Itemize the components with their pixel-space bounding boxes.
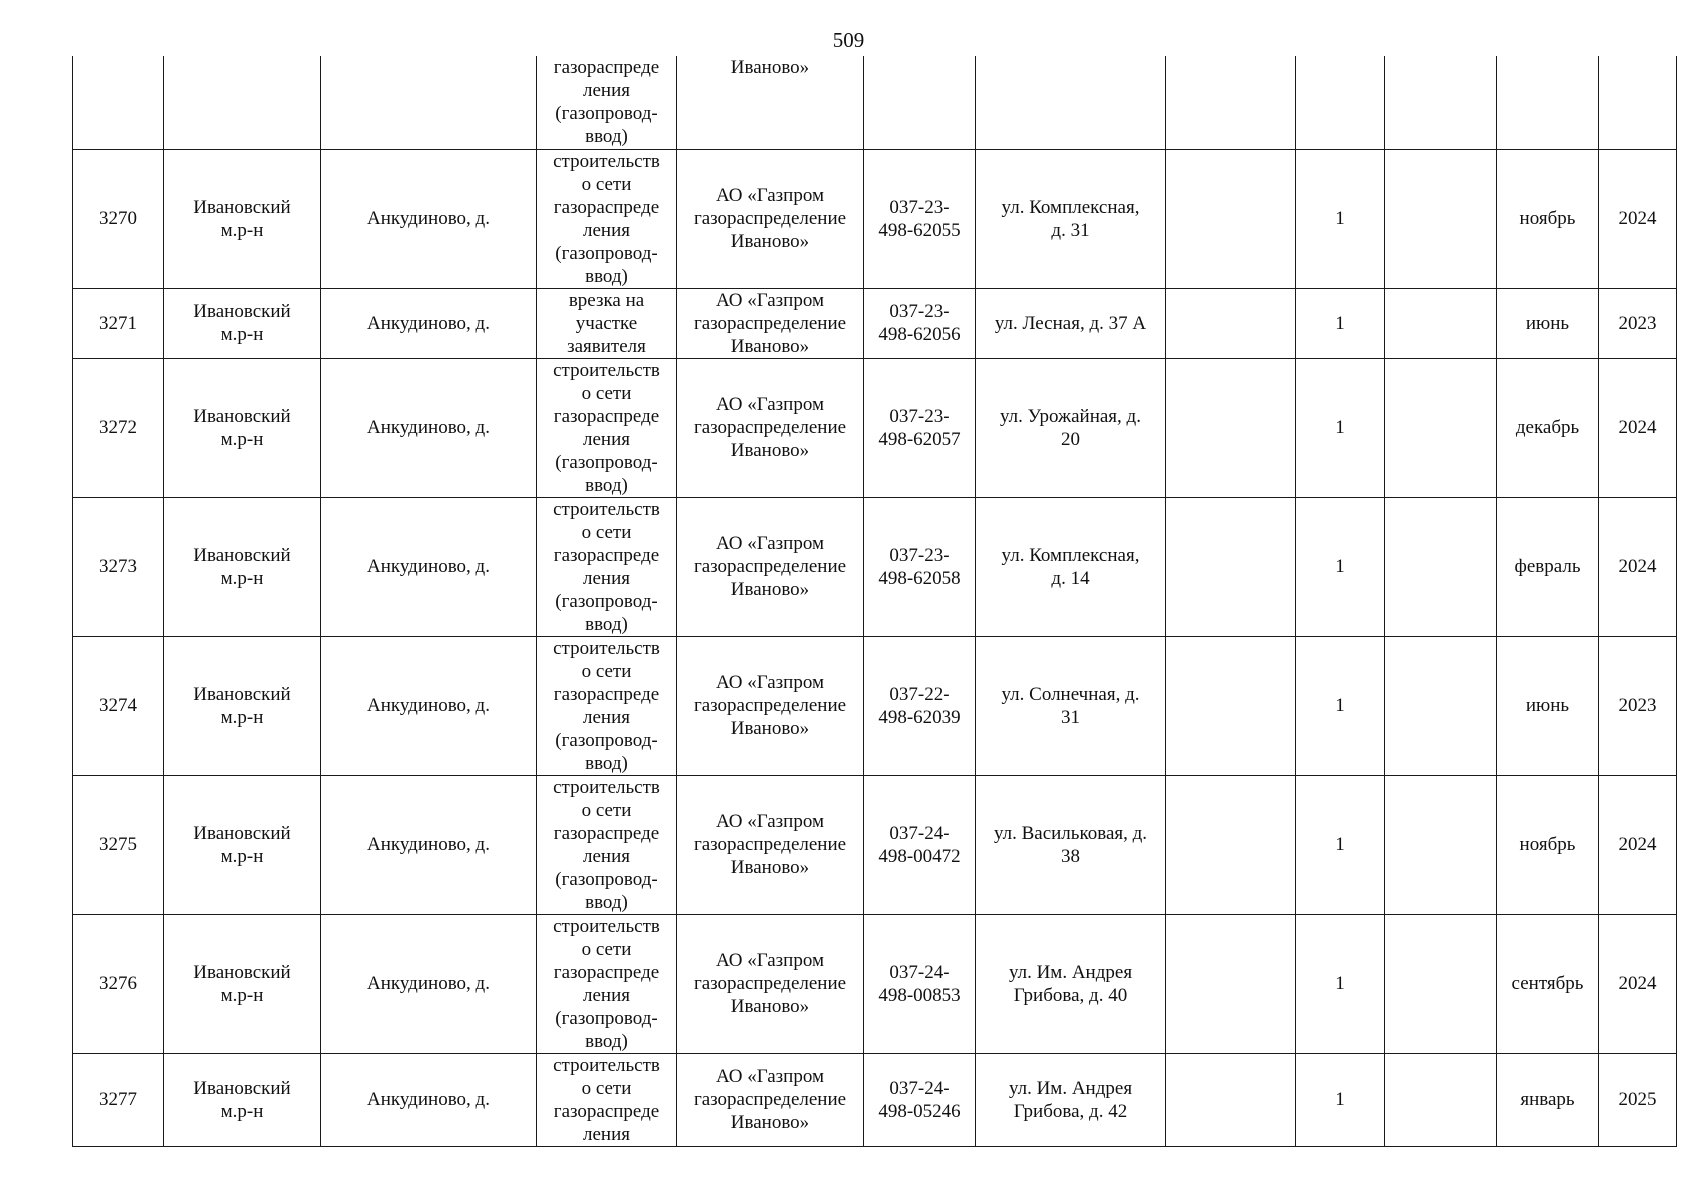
cell-line: ввод) xyxy=(585,1030,628,1052)
cell-month: декабрь xyxy=(1497,358,1599,497)
cell-address xyxy=(976,288,1166,358)
registry-table xyxy=(72,56,1677,1147)
cell-locality: Анкудиново, д. xyxy=(321,1053,537,1146)
cell-extra xyxy=(1166,636,1296,775)
cell-line: о сети xyxy=(581,660,632,682)
cell-year xyxy=(1599,56,1677,149)
cell-line: д. 31 xyxy=(1051,219,1090,241)
cell-line: ввод) xyxy=(585,474,628,496)
cell-organization xyxy=(677,497,864,636)
cell-line: ления xyxy=(583,80,630,101)
cell-line: газораспределение xyxy=(693,1089,847,1110)
cell-line: ул. Им. Андрея xyxy=(1008,961,1133,983)
cell-count: 1 xyxy=(1296,358,1385,497)
cell-line: АО «Газпром xyxy=(715,185,825,206)
cell-line: ул. Солнечная, д. xyxy=(1001,683,1140,705)
cell-month: ноябрь xyxy=(1497,775,1599,914)
cell-line: АО «Газпром xyxy=(715,950,825,971)
cell-line: Иваново» xyxy=(730,335,810,357)
cell-line: Иваново» xyxy=(730,996,810,1017)
cell-line: м.р-н xyxy=(220,984,264,1006)
cell-organization xyxy=(677,56,864,149)
cell-line: строительств xyxy=(553,498,660,520)
cell-month: февраль xyxy=(1497,497,1599,636)
cell-month: июнь xyxy=(1497,636,1599,775)
table-row xyxy=(73,288,1677,358)
cell-line: газораспределение xyxy=(693,834,847,855)
cell-blank xyxy=(1385,775,1497,914)
cell-organization xyxy=(677,636,864,775)
cell-number: 3271 xyxy=(73,288,164,358)
cell-line: ления xyxy=(583,219,630,241)
cell-connection-type xyxy=(537,1053,677,1146)
cell-line: газораспреде xyxy=(553,822,660,844)
table-row xyxy=(73,775,1677,914)
cell-line: строительств xyxy=(553,915,660,937)
cell-line: о сети xyxy=(581,521,632,543)
cell-line: 037-24- xyxy=(889,822,950,844)
cell-line: Грибова, д. 42 xyxy=(1013,1100,1128,1122)
cell-line: 037-23- xyxy=(889,301,950,322)
cell-extra xyxy=(1166,775,1296,914)
cell-blank xyxy=(1385,149,1497,288)
cell-line: ул. Комплексная, xyxy=(1001,544,1140,566)
continued-row xyxy=(73,56,1677,149)
cell-extra xyxy=(1166,56,1296,149)
cell-line: ул. Лесная, д. 37 А xyxy=(994,312,1147,334)
cell-line: Иваново» xyxy=(730,579,810,600)
table-row xyxy=(73,497,1677,636)
cell-address xyxy=(976,914,1166,1053)
cell-line: Ивановский xyxy=(193,822,291,844)
page-number: 509 xyxy=(832,28,865,52)
cell-line: ввод) xyxy=(585,613,628,635)
cell-district xyxy=(164,775,321,914)
cell-district xyxy=(164,288,321,358)
cell-extra xyxy=(1166,149,1296,288)
cell-connection-type xyxy=(537,358,677,497)
cell-organization xyxy=(677,1053,864,1146)
cell-line: газораспреде xyxy=(553,196,660,218)
cell-connection-type xyxy=(537,775,677,914)
cell-line: Ивановский xyxy=(193,544,291,566)
cell-line: 037-24- xyxy=(889,961,950,983)
cell-line: м.р-н xyxy=(220,324,264,345)
cell-line: АО «Газпром xyxy=(715,1066,825,1087)
registry-body xyxy=(73,56,1677,1146)
cell-number: 3273 xyxy=(73,497,164,636)
cell-line: газораспределение xyxy=(693,695,847,716)
cell-application-code xyxy=(864,149,976,288)
cell-line: м.р-н xyxy=(220,219,264,241)
cell-line: Иваново» xyxy=(730,1112,810,1133)
cell-district xyxy=(164,1053,321,1146)
cell-application-code xyxy=(864,1053,976,1146)
cell-connection-type xyxy=(537,288,677,358)
cell-line: врезка на xyxy=(568,289,645,311)
cell-line: участке xyxy=(575,312,638,334)
cell-line: Грибова, д. 40 xyxy=(1013,984,1128,1006)
cell-connection-type xyxy=(537,914,677,1053)
cell-line: АО «Газпром xyxy=(715,811,825,832)
cell-line: ул. Васильковая, д. xyxy=(993,822,1148,844)
cell-month: ноябрь xyxy=(1497,149,1599,288)
cell-count: 1 xyxy=(1296,497,1385,636)
cell-district xyxy=(164,636,321,775)
cell-district xyxy=(164,497,321,636)
cell-line: ления xyxy=(583,428,630,450)
cell-line: (газопровод- xyxy=(555,451,658,473)
cell-line: ления xyxy=(583,984,630,1006)
cell-locality: Анкудиново, д. xyxy=(321,149,537,288)
cell-line: 498-05246 xyxy=(878,1100,961,1122)
cell-line: (газопровод- xyxy=(555,868,658,890)
cell-line: (газопровод- xyxy=(555,1007,658,1029)
cell-line: строительств xyxy=(553,637,660,659)
cell-line: АО «Газпром xyxy=(715,672,825,693)
cell-count: 1 xyxy=(1296,288,1385,358)
cell-line: газораспреде xyxy=(553,961,660,983)
cell-extra xyxy=(1166,358,1296,497)
cell-organization xyxy=(677,358,864,497)
cell-blank xyxy=(1385,56,1497,149)
cell-organization xyxy=(677,149,864,288)
cell-line: 037-22- xyxy=(889,683,950,705)
cell-line: ввод) xyxy=(585,265,628,287)
cell-blank xyxy=(1385,288,1497,358)
cell-line: ввод) xyxy=(585,891,628,913)
cell-line: Иваново» xyxy=(730,57,810,78)
cell-locality xyxy=(321,56,537,149)
cell-line: 31 xyxy=(1061,706,1080,728)
cell-locality: Анкудиново, д. xyxy=(321,288,537,358)
cell-district xyxy=(164,56,321,149)
cell-line: (газопровод- xyxy=(555,103,658,124)
cell-extra xyxy=(1166,914,1296,1053)
cell-count: 1 xyxy=(1296,914,1385,1053)
cell-line: Ивановский xyxy=(193,683,291,705)
cell-line: 38 xyxy=(1061,845,1080,867)
cell-line: АО «Газпром xyxy=(715,289,825,311)
cell-blank xyxy=(1385,358,1497,497)
cell-line: 498-00472 xyxy=(878,845,961,867)
cell-line: Иваново» xyxy=(730,440,810,461)
cell-line: о сети xyxy=(581,173,632,195)
cell-locality: Анкудиново, д. xyxy=(321,775,537,914)
cell-month xyxy=(1497,56,1599,149)
cell-year: 2023 xyxy=(1599,636,1677,775)
table-row xyxy=(73,636,1677,775)
cell-locality: Анкудиново, д. xyxy=(321,914,537,1053)
cell-month: июнь xyxy=(1497,288,1599,358)
cell-number: 3277 xyxy=(73,1053,164,1146)
cell-address xyxy=(976,497,1166,636)
cell-line: 037-23- xyxy=(889,405,950,427)
cell-line: Ивановский xyxy=(193,196,291,218)
cell-application-code xyxy=(864,775,976,914)
cell-line: газораспреде xyxy=(553,544,660,566)
cell-locality: Анкудиново, д. xyxy=(321,636,537,775)
cell-line: Иваново» xyxy=(730,857,810,878)
cell-line: Иваново» xyxy=(730,231,810,252)
cell-line: Ивановский xyxy=(193,405,291,427)
cell-application-code xyxy=(864,288,976,358)
cell-month: сентябрь xyxy=(1497,914,1599,1053)
cell-address xyxy=(976,358,1166,497)
cell-line: (газопровод- xyxy=(555,590,658,612)
cell-number: 3270 xyxy=(73,149,164,288)
cell-address xyxy=(976,636,1166,775)
cell-month: январь xyxy=(1497,1053,1599,1146)
cell-line: м.р-н xyxy=(220,1100,264,1122)
cell-organization xyxy=(677,775,864,914)
cell-number xyxy=(73,56,164,149)
cell-line: ления xyxy=(583,845,630,867)
cell-line: газораспределение xyxy=(693,556,847,577)
cell-line: газораспределение xyxy=(693,208,847,229)
cell-blank xyxy=(1385,914,1497,1053)
cell-year: 2024 xyxy=(1599,497,1677,636)
cell-line: газораспреде xyxy=(553,1100,660,1122)
cell-line: строительств xyxy=(553,359,660,381)
cell-count: 1 xyxy=(1296,636,1385,775)
cell-year: 2024 xyxy=(1599,149,1677,288)
cell-count: 1 xyxy=(1296,775,1385,914)
cell-line: 498-62056 xyxy=(878,324,961,345)
cell-line: м.р-н xyxy=(220,706,264,728)
cell-line: ления xyxy=(583,1123,630,1145)
cell-extra xyxy=(1166,1053,1296,1146)
cell-line: ления xyxy=(583,567,630,589)
cell-line: (газопровод- xyxy=(555,242,658,264)
table-row xyxy=(73,914,1677,1053)
cell-address xyxy=(976,149,1166,288)
cell-line: 20 xyxy=(1061,428,1080,450)
cell-line: Ивановский xyxy=(193,961,291,983)
cell-line: строительств xyxy=(553,776,660,798)
cell-locality: Анкудиново, д. xyxy=(321,497,537,636)
cell-line: д. 14 xyxy=(1051,567,1090,589)
cell-line: газораспреде xyxy=(553,405,660,427)
cell-line: о сети xyxy=(581,1077,632,1099)
cell-line: 498-62058 xyxy=(878,567,961,589)
cell-organization xyxy=(677,914,864,1053)
cell-line: ввод) xyxy=(585,126,628,147)
cell-count xyxy=(1296,56,1385,149)
cell-line: газораспределение xyxy=(693,417,847,438)
cell-address xyxy=(976,56,1166,149)
cell-application-code xyxy=(864,914,976,1053)
cell-year: 2024 xyxy=(1599,914,1677,1053)
cell-line: ул. Урожайная, д. xyxy=(1000,405,1141,427)
cell-line: строительств xyxy=(553,1054,660,1076)
cell-line: АО «Газпром xyxy=(715,533,825,554)
cell-line: 037-24- xyxy=(889,1077,950,1099)
cell-district xyxy=(164,358,321,497)
cell-line: Иваново» xyxy=(730,718,810,739)
cell-year: 2023 xyxy=(1599,288,1677,358)
cell-address xyxy=(976,775,1166,914)
cell-line: м.р-н xyxy=(220,428,264,450)
cell-line: ул. Комплексная, xyxy=(1001,196,1140,218)
cell-number: 3276 xyxy=(73,914,164,1053)
cell-number: 3275 xyxy=(73,775,164,914)
cell-connection-type xyxy=(537,149,677,288)
table-row xyxy=(73,1053,1677,1146)
cell-count: 1 xyxy=(1296,149,1385,288)
cell-line: газораспределение xyxy=(693,312,847,334)
cell-number: 3274 xyxy=(73,636,164,775)
cell-line: 498-62055 xyxy=(878,219,961,241)
cell-line: ввод) xyxy=(585,752,628,774)
cell-line: о сети xyxy=(581,382,632,404)
cell-extra xyxy=(1166,288,1296,358)
cell-number: 3272 xyxy=(73,358,164,497)
cell-line: ул. Им. Андрея xyxy=(1008,1077,1133,1099)
cell-line: газораспределение xyxy=(693,973,847,994)
cell-line: заявителя xyxy=(567,335,646,357)
cell-year: 2025 xyxy=(1599,1053,1677,1146)
cell-line: 498-00853 xyxy=(878,984,961,1006)
cell-connection-type xyxy=(537,497,677,636)
cell-blank xyxy=(1385,636,1497,775)
cell-line: Ивановский xyxy=(193,301,291,322)
cell-line: о сети xyxy=(581,938,632,960)
cell-application-code xyxy=(864,358,976,497)
cell-line: газораспреде xyxy=(553,683,660,705)
cell-address xyxy=(976,1053,1166,1146)
cell-connection-type xyxy=(537,636,677,775)
cell-district xyxy=(164,149,321,288)
table-row xyxy=(73,358,1677,497)
cell-application-code xyxy=(864,56,976,149)
cell-extra xyxy=(1166,497,1296,636)
cell-line: строительств xyxy=(553,150,660,172)
cell-line: газораспреде xyxy=(553,57,660,78)
cell-application-code xyxy=(864,497,976,636)
cell-line: м.р-н xyxy=(220,567,264,589)
cell-line: 498-62057 xyxy=(878,428,961,450)
cell-line: 037-23- xyxy=(889,544,950,566)
cell-line: 037-23- xyxy=(889,196,950,218)
cell-line: 498-62039 xyxy=(878,706,961,728)
cell-organization xyxy=(677,288,864,358)
cell-connection-type xyxy=(537,56,677,149)
cell-district xyxy=(164,914,321,1053)
cell-year: 2024 xyxy=(1599,775,1677,914)
cell-line: о сети xyxy=(581,799,632,821)
cell-line: Ивановский xyxy=(193,1077,291,1099)
cell-count: 1 xyxy=(1296,1053,1385,1146)
table-row xyxy=(73,149,1677,288)
cell-year: 2024 xyxy=(1599,358,1677,497)
cell-line: м.р-н xyxy=(220,845,264,867)
cell-blank xyxy=(1385,497,1497,636)
cell-line: (газопровод- xyxy=(555,729,658,751)
cell-locality: Анкудиново, д. xyxy=(321,358,537,497)
cell-blank xyxy=(1385,1053,1497,1146)
cell-line: ления xyxy=(583,706,630,728)
cell-line: АО «Газпром xyxy=(715,394,825,415)
cell-application-code xyxy=(864,636,976,775)
